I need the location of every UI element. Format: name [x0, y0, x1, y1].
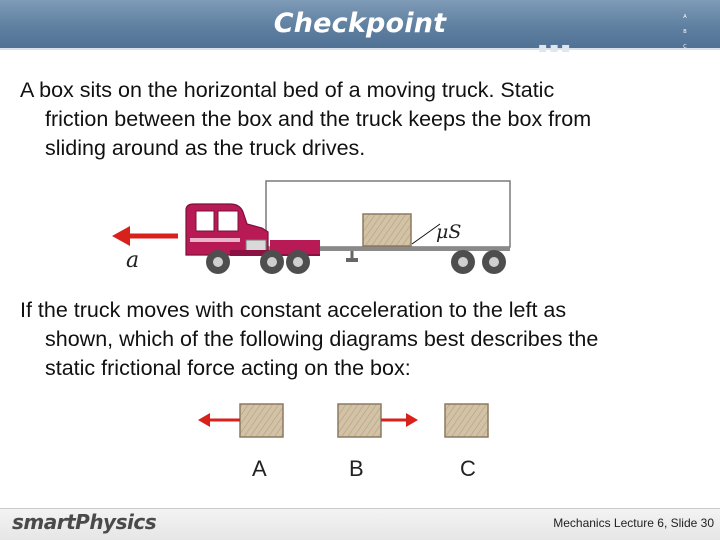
option-b-diagram — [338, 404, 418, 437]
acceleration-label: a — [126, 248, 140, 273]
acceleration-arrow — [112, 226, 178, 246]
intro-line-3: sliding around as the truck drives. — [45, 136, 366, 160]
option-b-arrowhead — [406, 413, 418, 427]
option-a-label[interactable]: A — [252, 456, 267, 481]
corner-letter-c: C — [683, 44, 687, 50]
corner-letter-b: B — [683, 29, 687, 35]
prompt-line-3: static frictional force acting on the box: — [45, 356, 411, 380]
box-on-truck — [363, 214, 411, 246]
slide-info: Mechanics Lecture 6, Slide 30 — [553, 516, 714, 530]
header-dots-decoration: ▪▪▪ — [538, 40, 573, 56]
question-prompt — [20, 296, 710, 383]
option-a-arrowhead — [198, 413, 210, 427]
prompt-line-1: If the truck moves with constant acceleration to the left as — [20, 298, 567, 322]
option-b-box — [338, 404, 381, 437]
option-c-box — [445, 404, 488, 437]
option-b-label[interactable]: B — [349, 456, 364, 481]
intro-line-2: friction between the box and the truck keeps the box from — [45, 107, 592, 131]
smartphysics-logo: smartPhysics — [12, 510, 157, 534]
option-a-diagram — [198, 404, 283, 437]
option-c-diagram — [445, 404, 488, 437]
friction-label: μS — [436, 221, 462, 243]
option-c-label[interactable]: C — [460, 456, 476, 481]
corner-letter-a: A — [683, 14, 687, 20]
intro-line-1: A box sits on the horizontal bed of a moving truck. Static — [20, 78, 555, 102]
prompt-line-2: shown, which of the following diagrams best describes the — [45, 327, 599, 351]
option-a-box — [240, 404, 283, 437]
slide-title: Checkpoint — [273, 8, 447, 39]
